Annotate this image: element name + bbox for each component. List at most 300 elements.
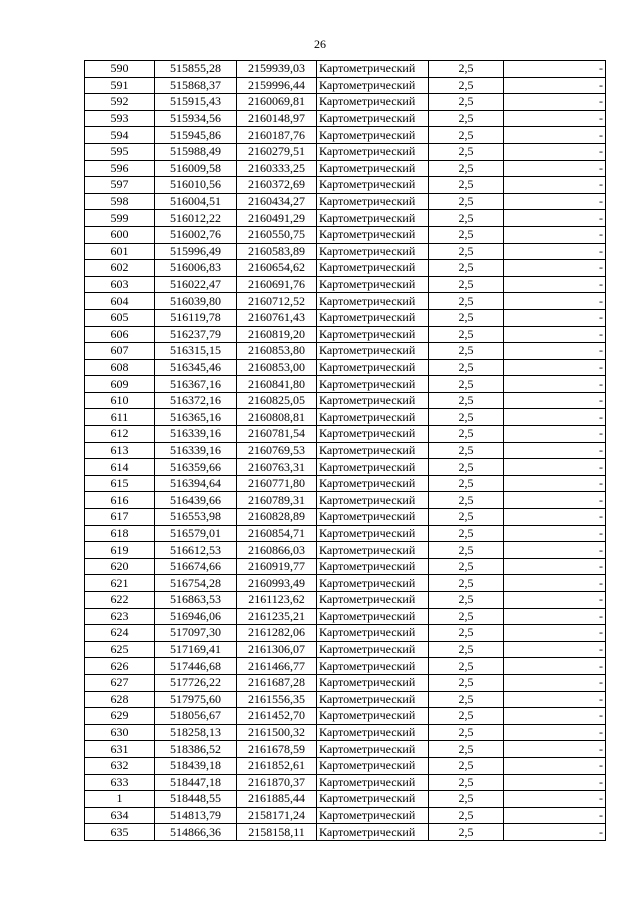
method-cell: Картометрический: [317, 824, 429, 841]
accuracy-cell: 2,5: [429, 774, 504, 791]
y-coordinate-cell: 2159996,44: [237, 77, 317, 94]
note-cell: -: [504, 143, 606, 160]
table-row: [85, 625, 606, 642]
table-row: [85, 592, 606, 609]
table-row: [85, 525, 606, 542]
note-cell: -: [504, 525, 606, 542]
table-row: [85, 326, 606, 343]
point-number-cell: 612: [85, 426, 155, 443]
accuracy-cell: 2,5: [429, 691, 504, 708]
y-coordinate-cell: 2160841,80: [237, 376, 317, 393]
x-coordinate-cell: 515915,43: [155, 94, 237, 111]
note-cell: -: [504, 94, 606, 111]
y-coordinate-cell: 2160919,77: [237, 558, 317, 575]
x-coordinate-cell: 516006,83: [155, 260, 237, 277]
note-cell: -: [504, 210, 606, 227]
x-coordinate-cell: 516004,51: [155, 193, 237, 210]
point-number-cell: 596: [85, 160, 155, 177]
accuracy-cell: 2,5: [429, 475, 504, 492]
accuracy-cell: 2,5: [429, 791, 504, 808]
point-number-cell: 599: [85, 210, 155, 227]
accuracy-cell: 2,5: [429, 243, 504, 260]
method-cell: Картометрический: [317, 392, 429, 409]
note-cell: -: [504, 509, 606, 526]
accuracy-cell: 2,5: [429, 409, 504, 426]
x-coordinate-cell: 518386,52: [155, 741, 237, 758]
y-coordinate-cell: 2161282,06: [237, 625, 317, 642]
table-row: [85, 392, 606, 409]
method-cell: Картометрический: [317, 625, 429, 642]
point-number-cell: 620: [85, 558, 155, 575]
x-coordinate-cell: 516012,22: [155, 210, 237, 227]
point-number-cell: 623: [85, 608, 155, 625]
y-coordinate-cell: 2160583,89: [237, 243, 317, 260]
point-number-cell: 614: [85, 459, 155, 476]
table-row: [85, 807, 606, 824]
method-cell: Картометрический: [317, 674, 429, 691]
point-number-cell: 632: [85, 757, 155, 774]
accuracy-cell: 2,5: [429, 757, 504, 774]
accuracy-cell: 2,5: [429, 343, 504, 360]
y-coordinate-cell: 2161235,21: [237, 608, 317, 625]
accuracy-cell: 2,5: [429, 143, 504, 160]
note-cell: -: [504, 558, 606, 575]
table-row: [85, 160, 606, 177]
note-cell: -: [504, 409, 606, 426]
point-number-cell: 608: [85, 359, 155, 376]
point-number-cell: 626: [85, 658, 155, 675]
x-coordinate-cell: 517446,68: [155, 658, 237, 675]
method-cell: Картометрический: [317, 127, 429, 144]
table-row: [85, 426, 606, 443]
method-cell: Картометрический: [317, 177, 429, 194]
note-cell: -: [504, 608, 606, 625]
point-number-cell: 611: [85, 409, 155, 426]
accuracy-cell: 2,5: [429, 542, 504, 559]
x-coordinate-cell: 518447,18: [155, 774, 237, 791]
y-coordinate-cell: 2158158,11: [237, 824, 317, 841]
y-coordinate-cell: 2160761,43: [237, 309, 317, 326]
x-coordinate-cell: 516119,78: [155, 309, 237, 326]
note-cell: -: [504, 61, 606, 78]
note-cell: -: [504, 691, 606, 708]
x-coordinate-cell: 516367,16: [155, 376, 237, 393]
method-cell: Картометрический: [317, 61, 429, 78]
x-coordinate-cell: 516754,28: [155, 575, 237, 592]
x-coordinate-cell: 518056,67: [155, 708, 237, 725]
x-coordinate-cell: 515988,49: [155, 143, 237, 160]
method-cell: Картометрический: [317, 558, 429, 575]
table-row: [85, 61, 606, 78]
method-cell: Картометрический: [317, 409, 429, 426]
table-row: [85, 94, 606, 111]
point-number-cell: 633: [85, 774, 155, 791]
accuracy-cell: 2,5: [429, 525, 504, 542]
x-coordinate-cell: 516339,16: [155, 442, 237, 459]
point-number-cell: 625: [85, 641, 155, 658]
point-number-cell: 597: [85, 177, 155, 194]
table-row: [85, 757, 606, 774]
note-cell: -: [504, 741, 606, 758]
y-coordinate-cell: 2161870,37: [237, 774, 317, 791]
accuracy-cell: 2,5: [429, 376, 504, 393]
point-number-cell: 603: [85, 276, 155, 293]
y-coordinate-cell: 2160333,25: [237, 160, 317, 177]
y-coordinate-cell: 2160866,03: [237, 542, 317, 559]
table-row: [85, 243, 606, 260]
point-number-cell: 634: [85, 807, 155, 824]
point-number-cell: 591: [85, 77, 155, 94]
table-row: [85, 193, 606, 210]
method-cell: Картометрический: [317, 492, 429, 509]
method-cell: Картометрический: [317, 442, 429, 459]
x-coordinate-cell: 516339,16: [155, 426, 237, 443]
y-coordinate-cell: 2160550,75: [237, 226, 317, 243]
y-coordinate-cell: 2160069,81: [237, 94, 317, 111]
table-row: [85, 575, 606, 592]
note-cell: -: [504, 326, 606, 343]
x-coordinate-cell: 516372,16: [155, 392, 237, 409]
accuracy-cell: 2,5: [429, 160, 504, 177]
y-coordinate-cell: 2160828,89: [237, 509, 317, 526]
x-coordinate-cell: 516039,80: [155, 293, 237, 310]
table-row: [85, 210, 606, 227]
point-number-cell: 590: [85, 61, 155, 78]
method-cell: Картометрический: [317, 741, 429, 758]
x-coordinate-cell: 516674,66: [155, 558, 237, 575]
x-coordinate-cell: 516315,15: [155, 343, 237, 360]
y-coordinate-cell: 2160187,76: [237, 127, 317, 144]
y-coordinate-cell: 2160148,97: [237, 110, 317, 127]
point-number-cell: 616: [85, 492, 155, 509]
note-cell: -: [504, 376, 606, 393]
table-row: [85, 110, 606, 127]
note-cell: -: [504, 293, 606, 310]
note-cell: -: [504, 708, 606, 725]
coordinates-table: [84, 60, 606, 841]
y-coordinate-cell: 2161687,28: [237, 674, 317, 691]
note-cell: -: [504, 641, 606, 658]
note-cell: -: [504, 392, 606, 409]
point-number-cell: 602: [85, 260, 155, 277]
x-coordinate-cell: 515855,28: [155, 61, 237, 78]
point-number-cell: 628: [85, 691, 155, 708]
y-coordinate-cell: 2160825,05: [237, 392, 317, 409]
note-cell: -: [504, 724, 606, 741]
table-row: [85, 824, 606, 841]
table-row: [85, 77, 606, 94]
y-coordinate-cell: 2159939,03: [237, 61, 317, 78]
point-number-cell: 621: [85, 575, 155, 592]
y-coordinate-cell: 2161452,70: [237, 708, 317, 725]
table-row: [85, 359, 606, 376]
table-row: [85, 376, 606, 393]
y-coordinate-cell: 2160654,62: [237, 260, 317, 277]
method-cell: Картометрический: [317, 359, 429, 376]
accuracy-cell: 2,5: [429, 674, 504, 691]
table-row: [85, 674, 606, 691]
accuracy-cell: 2,5: [429, 592, 504, 609]
accuracy-cell: 2,5: [429, 193, 504, 210]
x-coordinate-cell: 516237,79: [155, 326, 237, 343]
method-cell: Картометрический: [317, 94, 429, 111]
table-row: [85, 475, 606, 492]
accuracy-cell: 2,5: [429, 492, 504, 509]
method-cell: Картометрический: [317, 326, 429, 343]
y-coordinate-cell: 2161678,59: [237, 741, 317, 758]
table-row: [85, 276, 606, 293]
note-cell: -: [504, 226, 606, 243]
y-coordinate-cell: 2161556,35: [237, 691, 317, 708]
note-cell: -: [504, 309, 606, 326]
method-cell: Картометрический: [317, 260, 429, 277]
note-cell: -: [504, 757, 606, 774]
table-row: [85, 542, 606, 559]
y-coordinate-cell: 2160808,81: [237, 409, 317, 426]
y-coordinate-cell: 2160789,31: [237, 492, 317, 509]
note-cell: -: [504, 625, 606, 642]
accuracy-cell: 2,5: [429, 260, 504, 277]
point-number-cell: 595: [85, 143, 155, 160]
accuracy-cell: 2,5: [429, 309, 504, 326]
y-coordinate-cell: 2160819,20: [237, 326, 317, 343]
point-number-cell: 627: [85, 674, 155, 691]
y-coordinate-cell: 2161885,44: [237, 791, 317, 808]
table-row: [85, 791, 606, 808]
table-row: [85, 177, 606, 194]
accuracy-cell: 2,5: [429, 708, 504, 725]
note-cell: -: [504, 359, 606, 376]
x-coordinate-cell: 516579,01: [155, 525, 237, 542]
accuracy-cell: 2,5: [429, 741, 504, 758]
point-number-cell: 610: [85, 392, 155, 409]
method-cell: Картометрический: [317, 592, 429, 609]
table-row: [85, 558, 606, 575]
accuracy-cell: 2,5: [429, 359, 504, 376]
x-coordinate-cell: 515945,86: [155, 127, 237, 144]
x-coordinate-cell: 518439,18: [155, 757, 237, 774]
table-row: [85, 724, 606, 741]
y-coordinate-cell: 2158171,24: [237, 807, 317, 824]
accuracy-cell: 2,5: [429, 210, 504, 227]
note-cell: -: [504, 110, 606, 127]
x-coordinate-cell: 516345,46: [155, 359, 237, 376]
point-number-cell: 615: [85, 475, 155, 492]
accuracy-cell: 2,5: [429, 625, 504, 642]
y-coordinate-cell: 2160781,54: [237, 426, 317, 443]
point-number-cell: 593: [85, 110, 155, 127]
table-row: [85, 509, 606, 526]
method-cell: Картометрический: [317, 608, 429, 625]
point-number-cell: 629: [85, 708, 155, 725]
y-coordinate-cell: 2160771,80: [237, 475, 317, 492]
x-coordinate-cell: 516553,98: [155, 509, 237, 526]
accuracy-cell: 2,5: [429, 509, 504, 526]
x-coordinate-cell: 515868,37: [155, 77, 237, 94]
method-cell: Картометрический: [317, 376, 429, 393]
table-row: [85, 143, 606, 160]
method-cell: Картометрический: [317, 542, 429, 559]
note-cell: -: [504, 276, 606, 293]
method-cell: Картометрический: [317, 475, 429, 492]
point-number-cell: 624: [85, 625, 155, 642]
table-row: [85, 641, 606, 658]
method-cell: Картометрический: [317, 110, 429, 127]
x-coordinate-cell: 516365,16: [155, 409, 237, 426]
point-number-cell: 601: [85, 243, 155, 260]
method-cell: Картометрический: [317, 791, 429, 808]
y-coordinate-cell: 2161306,07: [237, 641, 317, 658]
x-coordinate-cell: 516359,66: [155, 459, 237, 476]
y-coordinate-cell: 2160854,71: [237, 525, 317, 542]
note-cell: -: [504, 426, 606, 443]
note-cell: -: [504, 774, 606, 791]
point-number-cell: 617: [85, 509, 155, 526]
table-row: [85, 127, 606, 144]
method-cell: Картометрический: [317, 276, 429, 293]
point-number-cell: 613: [85, 442, 155, 459]
point-number-cell: 618: [85, 525, 155, 542]
note-cell: -: [504, 658, 606, 675]
point-number-cell: 635: [85, 824, 155, 841]
x-coordinate-cell: 516010,56: [155, 177, 237, 194]
x-coordinate-cell: 516394,64: [155, 475, 237, 492]
note-cell: -: [504, 674, 606, 691]
y-coordinate-cell: 2160853,00: [237, 359, 317, 376]
method-cell: Картометрический: [317, 226, 429, 243]
y-coordinate-cell: 2160279,51: [237, 143, 317, 160]
x-coordinate-cell: 516009,58: [155, 160, 237, 177]
note-cell: -: [504, 442, 606, 459]
x-coordinate-cell: 514813,79: [155, 807, 237, 824]
table-row: [85, 492, 606, 509]
table-row: [85, 608, 606, 625]
accuracy-cell: 2,5: [429, 177, 504, 194]
point-number-cell: 598: [85, 193, 155, 210]
x-coordinate-cell: 516002,76: [155, 226, 237, 243]
x-coordinate-cell: 517726,22: [155, 674, 237, 691]
note-cell: -: [504, 343, 606, 360]
accuracy-cell: 2,5: [429, 127, 504, 144]
point-number-cell: 622: [85, 592, 155, 609]
x-coordinate-cell: 516946,06: [155, 608, 237, 625]
method-cell: Картометрический: [317, 641, 429, 658]
method-cell: Картометрический: [317, 691, 429, 708]
method-cell: Картометрический: [317, 160, 429, 177]
note-cell: -: [504, 592, 606, 609]
method-cell: Картометрический: [317, 807, 429, 824]
accuracy-cell: 2,5: [429, 824, 504, 841]
x-coordinate-cell: 518258,13: [155, 724, 237, 741]
note-cell: -: [504, 193, 606, 210]
x-coordinate-cell: 517169,41: [155, 641, 237, 658]
point-number-cell: 600: [85, 226, 155, 243]
x-coordinate-cell: 516863,53: [155, 592, 237, 609]
method-cell: Картометрический: [317, 575, 429, 592]
y-coordinate-cell: 2160691,76: [237, 276, 317, 293]
accuracy-cell: 2,5: [429, 77, 504, 94]
y-coordinate-cell: 2161123,62: [237, 592, 317, 609]
y-coordinate-cell: 2160372,69: [237, 177, 317, 194]
x-coordinate-cell: 517097,30: [155, 625, 237, 642]
point-number-cell: 605: [85, 309, 155, 326]
accuracy-cell: 2,5: [429, 293, 504, 310]
table-row: [85, 774, 606, 791]
point-number-cell: 606: [85, 326, 155, 343]
method-cell: Картометрический: [317, 77, 429, 94]
x-coordinate-cell: 515996,49: [155, 243, 237, 260]
method-cell: Картометрический: [317, 210, 429, 227]
method-cell: Картометрический: [317, 343, 429, 360]
x-coordinate-cell: 518448,55: [155, 791, 237, 808]
note-cell: -: [504, 177, 606, 194]
y-coordinate-cell: 2160993,49: [237, 575, 317, 592]
accuracy-cell: 2,5: [429, 276, 504, 293]
table-row: [85, 741, 606, 758]
table-row: [85, 708, 606, 725]
method-cell: Картометрический: [317, 426, 429, 443]
note-cell: -: [504, 807, 606, 824]
y-coordinate-cell: 2160491,29: [237, 210, 317, 227]
point-number-cell: 631: [85, 741, 155, 758]
accuracy-cell: 2,5: [429, 459, 504, 476]
table-row: [85, 442, 606, 459]
y-coordinate-cell: 2161466,77: [237, 658, 317, 675]
y-coordinate-cell: 2161500,32: [237, 724, 317, 741]
note-cell: -: [504, 475, 606, 492]
table-row: [85, 459, 606, 476]
table-row: [85, 309, 606, 326]
accuracy-cell: 2,5: [429, 608, 504, 625]
method-cell: Картометрический: [317, 243, 429, 260]
point-number-cell: 609: [85, 376, 155, 393]
x-coordinate-cell: 514866,36: [155, 824, 237, 841]
accuracy-cell: 2,5: [429, 575, 504, 592]
table-row: [85, 691, 606, 708]
accuracy-cell: 2,5: [429, 724, 504, 741]
y-coordinate-cell: 2161852,61: [237, 757, 317, 774]
note-cell: -: [504, 575, 606, 592]
coordinates-table-body: [85, 61, 606, 841]
method-cell: Картометрический: [317, 724, 429, 741]
x-coordinate-cell: 515934,56: [155, 110, 237, 127]
note-cell: -: [504, 127, 606, 144]
note-cell: -: [504, 243, 606, 260]
accuracy-cell: 2,5: [429, 426, 504, 443]
table-row: [85, 658, 606, 675]
note-cell: -: [504, 791, 606, 808]
accuracy-cell: 2,5: [429, 807, 504, 824]
method-cell: Картометрический: [317, 193, 429, 210]
method-cell: Картометрический: [317, 774, 429, 791]
method-cell: Картометрический: [317, 309, 429, 326]
point-number-cell: 630: [85, 724, 155, 741]
table-row: [85, 226, 606, 243]
accuracy-cell: 2,5: [429, 392, 504, 409]
accuracy-cell: 2,5: [429, 558, 504, 575]
table-row: [85, 409, 606, 426]
accuracy-cell: 2,5: [429, 442, 504, 459]
point-number-cell: 592: [85, 94, 155, 111]
note-cell: -: [504, 160, 606, 177]
note-cell: -: [504, 459, 606, 476]
y-coordinate-cell: 2160769,53: [237, 442, 317, 459]
accuracy-cell: 2,5: [429, 94, 504, 111]
y-coordinate-cell: 2160712,52: [237, 293, 317, 310]
note-cell: -: [504, 260, 606, 277]
y-coordinate-cell: 2160434,27: [237, 193, 317, 210]
note-cell: -: [504, 492, 606, 509]
